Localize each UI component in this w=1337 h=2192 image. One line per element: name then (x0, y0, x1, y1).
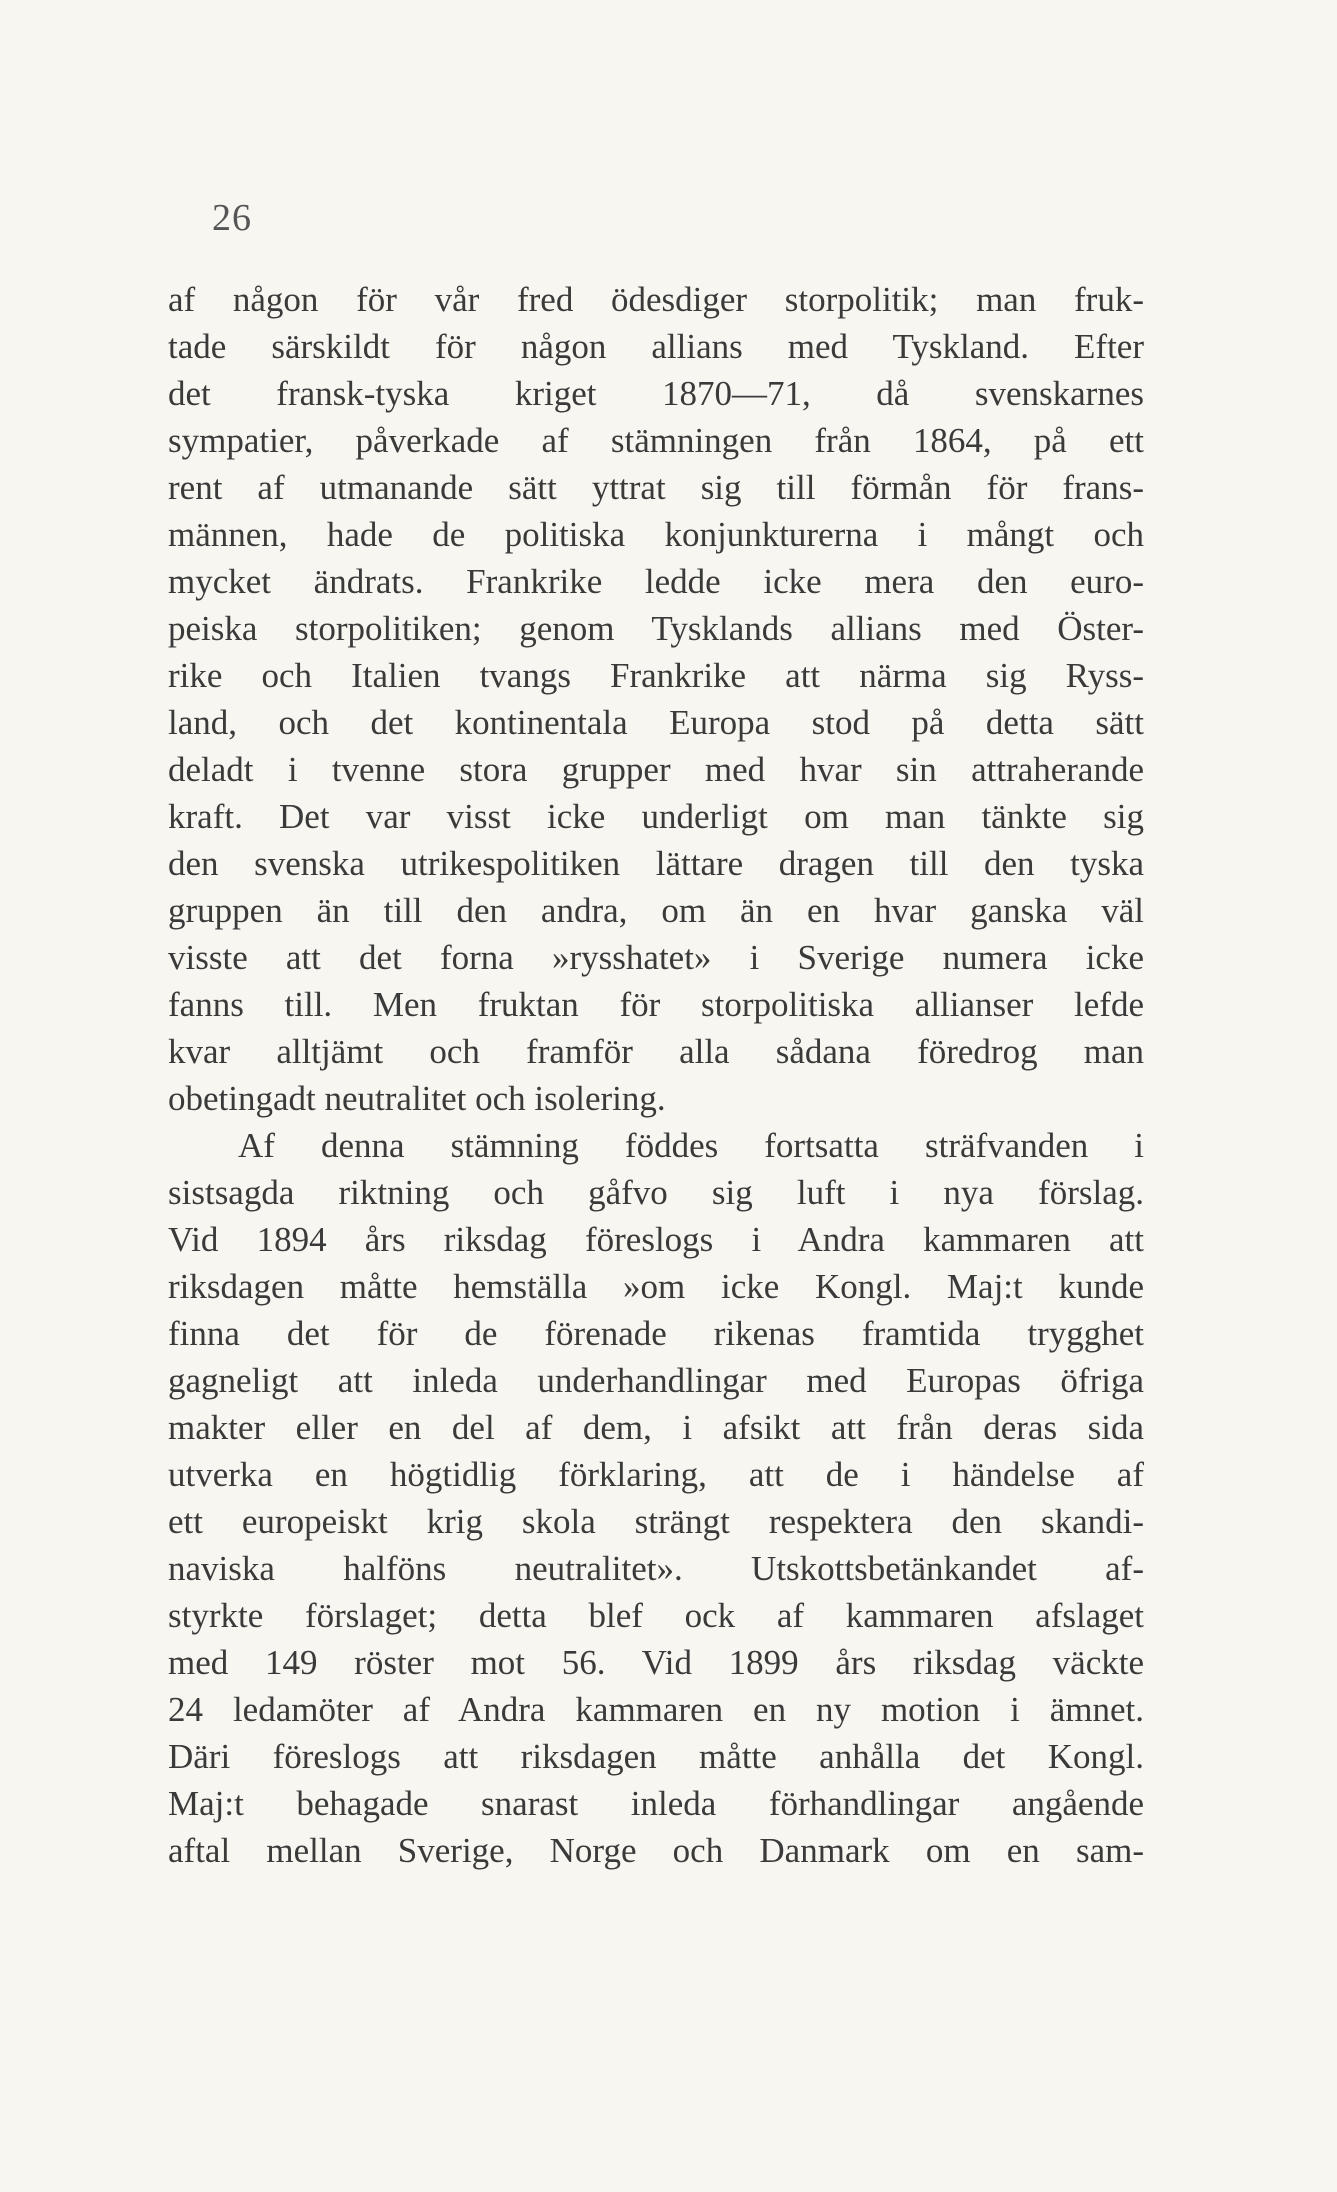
text-line: fanns till. Men fruktan för storpolitiska allianser lefde (168, 985, 1144, 1024)
text-line: det fransk-tyska kriget 1870—71, då svenskarnes (168, 374, 1144, 413)
text-line: finna det för de förenade rikenas framtida trygghet (168, 1314, 1144, 1353)
text-line: sistsagda riktning och gåfvo sig luft i nya förslag. (168, 1173, 1144, 1212)
text-line: af någon för vår fred ödesdiger storpolitik; man fruk- (168, 280, 1144, 319)
text-line: Maj:t behagade snarast inleda förhandlingar angående (168, 1784, 1144, 1823)
page-number: 26 (212, 197, 252, 239)
text-line: deladt i tvenne stora grupper med hvar sin attraherande (168, 750, 1144, 789)
text-line: den svenska utrikespolitiken lättare dragen till den tyska (168, 844, 1144, 883)
text-line: riksdagen måtte hemställa »om icke Kongl. Maj:t kunde (168, 1267, 1144, 1306)
text-line: Af denna stämning föddes fortsatta sträfvanden i (238, 1126, 1144, 1165)
text-line: utverka en högtidlig förklaring, att de i händelse af (168, 1455, 1144, 1494)
text-line: naviska halföns neutralitet». Utskottsbetänkandet af- (168, 1549, 1144, 1588)
text-line: aftal mellan Sverige, Norge och Danmark om en sam- (168, 1831, 1144, 1870)
text-line: peiska storpolitiken; genom Tysklands allians med Öster- (168, 609, 1144, 648)
text-line: obetingadt neutralitet och isolering. (168, 1079, 666, 1118)
text-line: land, och det kontinentala Europa stod på detta sätt (168, 703, 1144, 742)
text-line: mycket ändrats. Frankrike ledde icke mera den euro- (168, 562, 1144, 601)
text-line: visste att det forna »rysshatet» i Sverige numera icke (168, 938, 1144, 977)
text-line: gagneligt att inleda underhandlingar med Europas öfriga (168, 1361, 1144, 1400)
text-line: 24 ledamöter af Andra kammaren en ny motion i ämnet. (168, 1690, 1144, 1729)
text-line: rent af utmanande sätt yttrat sig till förmån för frans- (168, 468, 1144, 507)
text-line: gruppen än till den andra, om än en hvar ganska väl (168, 891, 1144, 930)
body-text (168, 276, 1144, 1874)
text-line: männen, hade de politiska konjunkturerna i mångt och (168, 515, 1144, 554)
text-line: med 149 röster mot 56. Vid 1899 års riksdag väckte (168, 1643, 1144, 1682)
text-line: tade särskildt för någon allians med Tyskland. Efter (168, 327, 1144, 366)
text-line: Vid 1894 års riksdag föreslogs i Andra kammaren att (168, 1220, 1144, 1259)
text-line: rike och Italien tvangs Frankrike att närma sig Ryss- (168, 656, 1144, 695)
text-line: sympatier, påverkade af stämningen från 1864, på ett (168, 421, 1144, 460)
text-line: styrkte förslaget; detta blef ock af kammaren afslaget (168, 1596, 1144, 1635)
text-line: kraft. Det var visst icke underligt om man tänkte sig (168, 797, 1144, 836)
text-line: makter eller en del af dem, i afsikt att från deras sida (168, 1408, 1144, 1447)
text-line: kvar alltjämt och framför alla sådana föredrog man (168, 1032, 1144, 1071)
text-line: Däri föreslogs att riksdagen måtte anhålla det Kongl. (168, 1737, 1144, 1776)
text-line: ett europeiskt krig skola strängt respektera den skandi- (168, 1502, 1144, 1541)
